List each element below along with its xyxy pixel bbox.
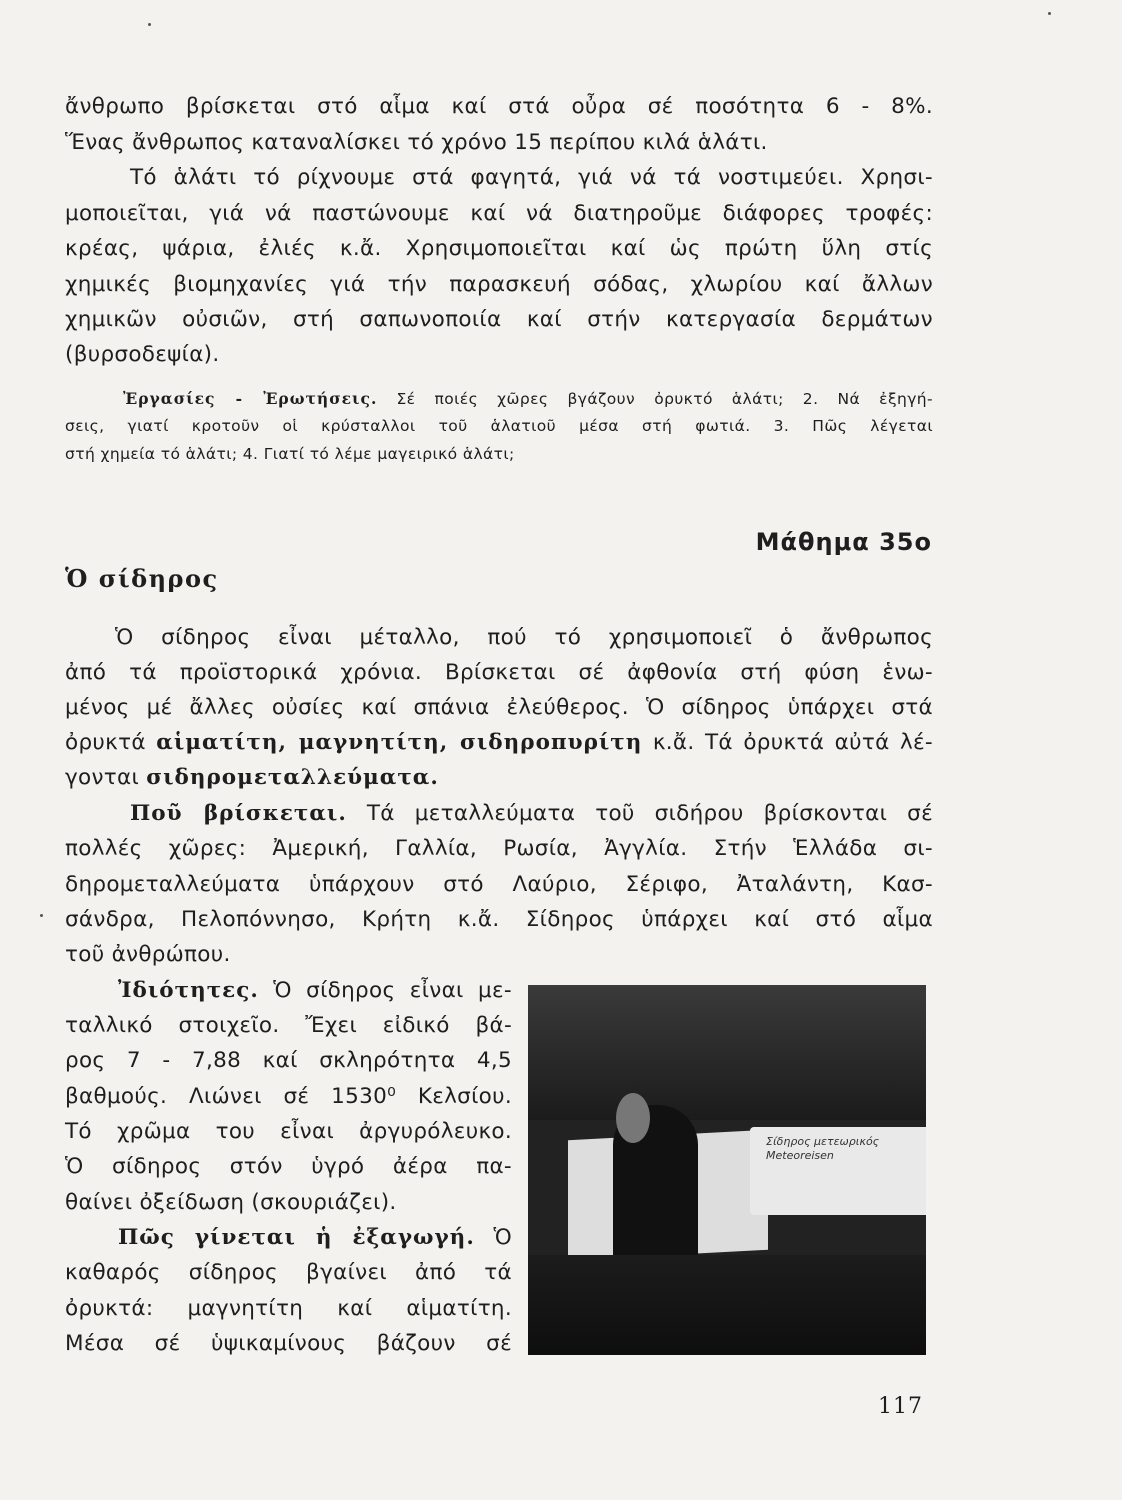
text-line: χημικές βιομηχανίες γιά τήν παρασκευή σόδας, χλωρίου καί ἄλλων bbox=[65, 272, 933, 297]
text-line bbox=[65, 725, 933, 760]
text-run: Τά μεταλλεύματα τοῦ σιδήρου βρίσκονται σέ bbox=[366, 801, 933, 826]
sign-line: Meteoreisen bbox=[766, 1149, 834, 1162]
text-line: ἄνθρωπο βρίσκεται στό αἷμα καί στά οὖρα σέ ποσότητα 6 - 8%. bbox=[65, 94, 933, 119]
text-line: δηρομεταλλεύματα ὑπάρχουν στό Λαύριο, Σέριφο, Ἀταλάντη, Κασ- bbox=[65, 872, 933, 897]
subsection-label: Ἰδιότητες. bbox=[118, 978, 259, 1003]
text-line bbox=[118, 973, 512, 1008]
scan-speck bbox=[148, 23, 151, 26]
exercises-line: σεις, γιατί κροτοῦν οἱ κρύσταλλοι τοῦ ἁλατιοῦ μέσα στή φωτιά. 3. Πῶς λέγεται bbox=[65, 417, 933, 435]
sign-line: Σίδηρος μετεωρικός bbox=[766, 1135, 880, 1148]
text-line: μοποιεῖται, γιά νά παστώνουμε καί νά διατηροῦμε διάφορες τροφές: bbox=[65, 201, 933, 226]
lesson-heading: Μάθημα 35ο bbox=[755, 528, 932, 556]
text-line: Ὁ σίδηρος εἶναι μέταλλο, πού τό χρησιμοποιεῖ ὁ ἄνθρωπος bbox=[115, 625, 933, 650]
text-line: χημικῶν οὐσιῶν, στή σαπωνοποιία καί στήν κατεργασία δερμάτων bbox=[65, 307, 933, 332]
meteorite-photo bbox=[528, 985, 926, 1355]
text-line: καθαρός σίδηρος βγαίνει ἀπό τά bbox=[65, 1260, 512, 1285]
text-line: ἀπό τά προϊστορικά χρόνια. Βρίσκεται σέ ἀφθονία στή φύση ἑνω- bbox=[65, 660, 933, 685]
photo-background bbox=[528, 985, 926, 1120]
text-line: Μέσα σέ ὑψικαμίνους βάζουν σέ bbox=[65, 1331, 512, 1356]
text-run: κ.ἄ. Τά ὀρυκτά αὐτά λέ- bbox=[652, 730, 933, 755]
section-title: Ὁ σίδηρος bbox=[65, 564, 219, 593]
text-line: ὀρυκτά: μαγνητίτη καί αἱματίτη. bbox=[65, 1296, 512, 1321]
text-line: (βυρσοδεψία). bbox=[65, 342, 220, 367]
text-run: γονται bbox=[65, 765, 140, 790]
exercises-line bbox=[123, 385, 933, 413]
text-line: τοῦ ἀνθρώπου. bbox=[65, 942, 231, 967]
text-line: κρέας, ψάρια, ἐλιές κ.ἄ. Χρησιμοποιεῖται καί ὡς πρώτη ὕλη στίς bbox=[65, 236, 933, 261]
text-run: Ὁ bbox=[493, 1225, 513, 1250]
exercises-label: Ἐργασίες - Ἐρωτήσεις. bbox=[123, 389, 378, 408]
photo-figure-head bbox=[616, 1093, 650, 1143]
bold-term: αἱματίτη, μαγνητίτη, σιδηροπυρίτη bbox=[156, 730, 643, 755]
text-run: ὀρυκτά bbox=[65, 730, 146, 755]
text-line: Ἕνας ἄνθρωπος καταναλίσκει τό χρόνο 15 περίπου κιλά ἁλάτι. bbox=[65, 130, 768, 155]
exercises-line: στή χημεία τό ἁλάτι; 4. Γιατί τό λέμε μαγειρικό ἁλάτι; bbox=[65, 445, 515, 463]
photo-sign-text bbox=[766, 1135, 926, 1163]
exercises-text: Σέ ποιές χῶρες βγάζουν ὀρυκτό ἁλάτι; 2. Νά ἐξηγή- bbox=[396, 390, 934, 408]
text-line: μένος μέ ἄλλες οὐσίες καί σπάνια ἐλεύθερος. Ὁ σίδηρος ὑπάρχει στά bbox=[65, 695, 933, 720]
text-line: σάνδρα, Πελοπόννησο, Κρήτη κ.ἄ. Σίδηρος ὑπάρχει καί στό αἷμα bbox=[65, 907, 933, 932]
text-line: Τό χρῶμα του εἶναι ἀργυρόλευκο. bbox=[65, 1119, 512, 1144]
subsection-label: Πῶς γίνεται ἡ ἐξαγωγή. bbox=[118, 1225, 475, 1250]
text-line: Τό ἁλάτι τό ρίχνουμε στά φαγητά, γιά νά τά νοστιμεύει. Χρησι- bbox=[130, 165, 933, 190]
scan-speck bbox=[1048, 12, 1051, 15]
subsection-label: Ποῦ βρίσκεται. bbox=[130, 801, 347, 826]
text-line bbox=[130, 796, 933, 831]
text-line bbox=[118, 1220, 512, 1255]
text-line: θαίνει ὀξείδωση (σκουριάζει). bbox=[65, 1190, 397, 1215]
photo-foreground bbox=[528, 1255, 926, 1355]
scan-speck bbox=[40, 914, 43, 917]
text-run: Ὁ σίδηρος εἶναι με- bbox=[273, 978, 512, 1003]
page-number: 117 bbox=[878, 1394, 923, 1419]
bold-term: σιδηρομεταλλεύματα. bbox=[146, 765, 439, 790]
text-line: πολλές χῶρες: Ἀμερική, Γαλλία, Ρωσία, Ἀγγλία. Στήν Ἑλλάδα σι- bbox=[65, 836, 933, 861]
text-line: ρος 7 - 7,88 καί σκληρότητα 4,5 bbox=[65, 1048, 512, 1073]
text-line: Ὁ σίδηρος στόν ὑγρό ἀέρα πα- bbox=[65, 1154, 512, 1179]
text-line: ταλλικό στοιχεῖο. Ἔχει εἰδικό βά- bbox=[65, 1013, 512, 1038]
text-line bbox=[65, 760, 933, 795]
text-line: βαθμούς. Λιώνει σέ 1530⁰ Κελσίου. bbox=[65, 1084, 512, 1109]
